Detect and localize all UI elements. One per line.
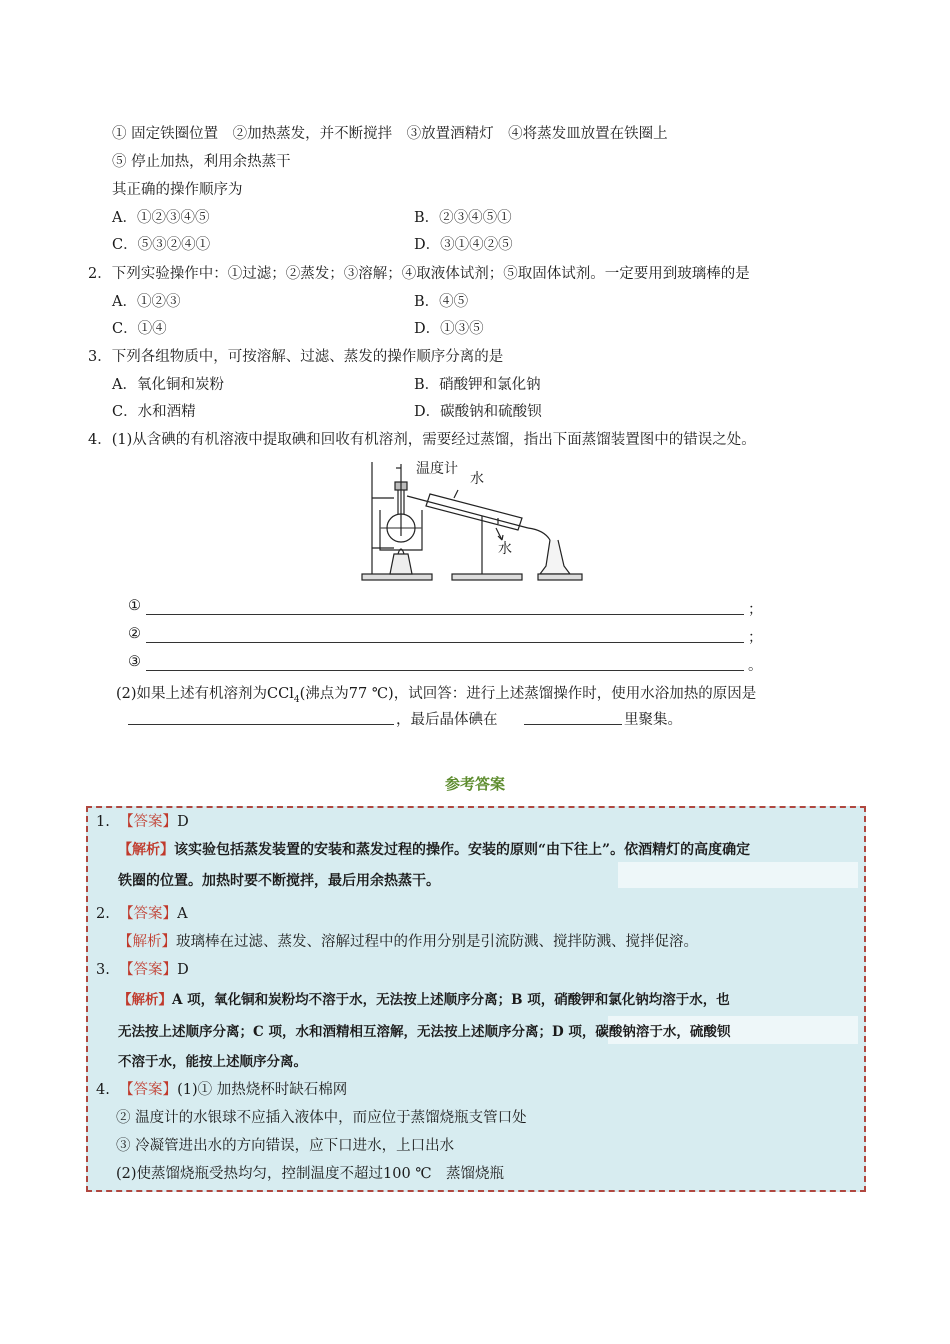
analysis-3-line2: 无法按上述顺序分离；C 项，水和酒精相互溶解，无法按上述顺序分离；D 项，碳酸钠溶于水，硫酸钡 [118, 1024, 731, 1040]
blank-location-line[interactable] [524, 724, 622, 725]
q4-part2-line1: (2)如果上述有机溶剂为CCl$_4$(沸点为77 ℃)，试回答：进行上述蒸馏操作时，使用水浴加热的原因是 [116, 686, 757, 705]
answer-4-line3: ③ 冷凝管进出水的方向错误，应下口进水，上口出水 [116, 1138, 455, 1154]
q1-steps-line1: ① 固定铁圈位置 ②加热蒸发，并不断搅拌 ③放置酒精灯 ④将蒸发皿放置在铁圈上 [112, 126, 668, 142]
distillation-apparatus-figure [358, 458, 590, 584]
q3-option-b: B．硝酸钾和氯化钠 [414, 377, 541, 393]
q4-stem: 4．(1)从含碘的有机溶液中提取碘和回收有机溶剂，需要经过蒸馏，指出下面蒸馏装置图中的错误之处。 [88, 432, 756, 448]
q1-option-c: C．⑤③②④① [112, 237, 211, 253]
blank-3-end: 。 [748, 658, 763, 674]
q3-option-d: D．碳酸钠和硫酸钡 [414, 404, 542, 420]
q4-part2-text2: ，最后晶体碘在 [396, 712, 498, 728]
q1-option-b: B．②③④⑤① [414, 210, 512, 226]
q2-stem: 2．下列实验操作中：①过滤；②蒸发；③溶解；④取液体试剂；⑤取固体试剂。一定要用到玻璃棒的是 [88, 266, 750, 282]
q3-option-c: C．水和酒精 [112, 404, 196, 420]
q3-option-a: A．氧化铜和炭粉 [112, 377, 224, 393]
q2-option-b: B．④⑤ [414, 294, 469, 310]
blank-2-number: ② [128, 626, 141, 642]
blank-1-number: ① [128, 598, 141, 614]
answer-4: 4. 【答案】(1)① 加热烧杯时缺石棉网 [96, 1082, 348, 1098]
answer-box [86, 806, 866, 1192]
q4-part2-text3: 里聚集。 [624, 712, 682, 728]
blank-reason-line[interactable] [128, 724, 394, 725]
answer-1: 1. 【答案】D [96, 814, 189, 830]
q1-prompt: 其正确的操作顺序为 [112, 182, 243, 198]
blank-2-line[interactable] [146, 642, 744, 643]
answer-2: 2. 【答案】A [96, 906, 188, 922]
blank-1-line[interactable] [146, 614, 744, 615]
q1-option-d: D．③①④②⑤ [414, 237, 513, 253]
blank-2-end: ； [748, 630, 763, 646]
q2-option-d: D．①③⑤ [414, 321, 484, 337]
blank-3-line[interactable] [146, 670, 744, 671]
analysis-1-line1: 【解析】该实验包括蒸发装置的安装和蒸发过程的操作。安装的原则“由下往上”。依酒精灯的高度确定 [118, 842, 751, 858]
blank-3-number: ③ [128, 654, 141, 670]
q2-option-c: C．①④ [112, 321, 167, 337]
answer-3: 3. 【答案】D [96, 962, 189, 978]
analysis-3-line1: 【解析】A 项，氧化铜和炭粉均不溶于水，无法按上述顺序分离；B 项，硝酸钾和氯化钠均溶于水，也 [118, 992, 730, 1008]
answer-4-line4: (2)使蒸馏烧瓶受热均匀，控制温度不超过100 ℃ 蒸馏烧瓶 [116, 1166, 505, 1182]
analysis-1-line2: 铁圈的位置。加热时要不断搅拌，最后用余热蒸干。 [118, 873, 440, 889]
thermometer-label: 温度计 [416, 461, 458, 477]
image-patch [618, 862, 858, 888]
q3-stem: 3．下列各组物质中，可按溶解、过滤、蒸发的操作顺序分离的是 [88, 349, 504, 365]
q1-option-a: A．①②③④⑤ [112, 210, 210, 226]
q2-option-a: A．①②③ [112, 294, 181, 310]
analysis-3-line3: 不溶于水，能按上述顺序分离。 [118, 1054, 307, 1070]
water-outlet-label: 水 [498, 541, 512, 557]
answer-4-line2: ② 温度计的水银球不应插入液体中，而应位于蒸馏烧瓶支管口处 [116, 1110, 527, 1126]
water-inlet-label: 水 [470, 471, 484, 487]
answers-title: 参考答案 [444, 775, 505, 793]
blank-1-end: ； [748, 602, 763, 618]
q1-steps-line2: ⑤ 停止加热，利用余热蒸干 [112, 154, 291, 170]
analysis-2-line1: 【解析】玻璃棒在过滤、蒸发、溶解过程中的作用分别是引流防溅、搅拌防溅、搅拌促溶。 [118, 934, 698, 950]
